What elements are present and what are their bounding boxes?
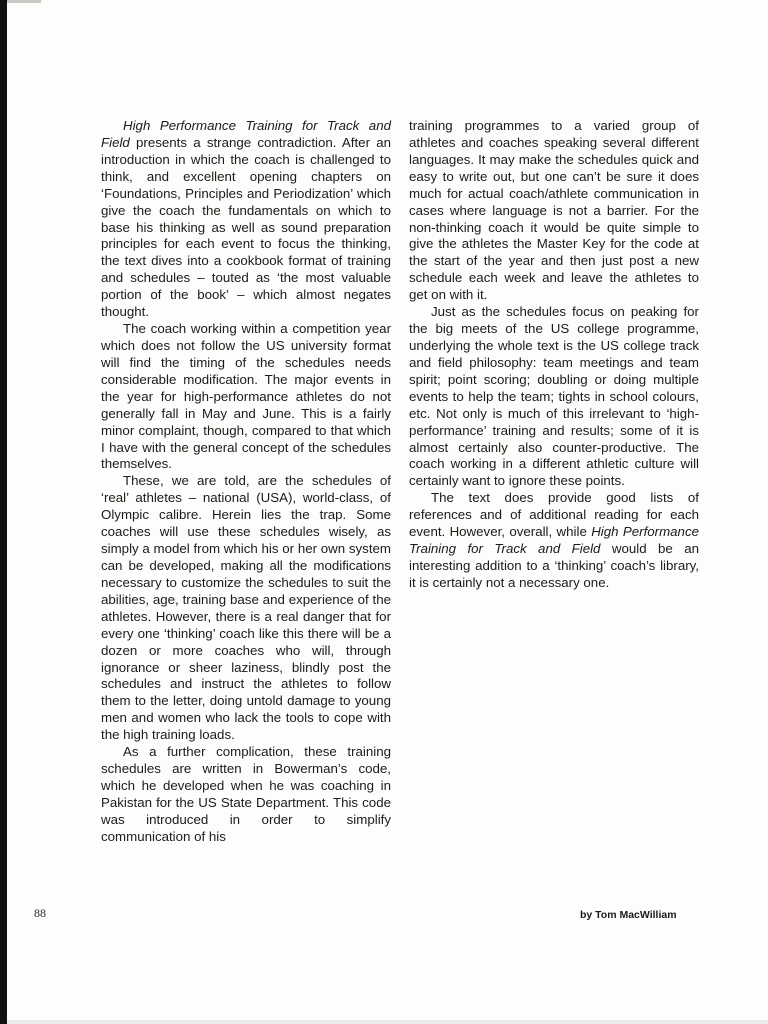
paragraph-4: As a further complication, these training schedules are written in Bowerman’s code, which he developed when he was coaching in Pakistan for the US State Department. This code was introduced in order to simplify communication of his <box>101 744 391 844</box>
paragraph-5: training programmes to a varied group of athletes and coaches speaking several different languages. It may make the schedules quick and easy to write out, but one can’t be sure it does much for actual coach/athlete communication in cases where language is not a barrier. For the non-thinking coach it would be quite simple to give the athletes the Master Key for the code at the start of the year and then just post a new schedule each week and leave the athletes to get on with it. <box>409 118 699 303</box>
paragraph-2: The coach working within a competition year which does not follow the US university format will find the timing of the schedules needs considerable modification. The major events in the year for high-performance athletes do not generally fall in May and June. This is a fairly minor complaint, though, compared to that which I have with the general concept of the schedules themselves. <box>101 321 391 472</box>
article-right-column <box>409 118 699 592</box>
article-left-column <box>101 118 391 846</box>
paragraph-1-text: presents a strange contradiction. After an introduction in which the coach is challenged to think, and excellent opening chapters on ‘Foundations, Principles and Periodization’ which give the coach the fundamentals on which to base his thinking as well as sound preparation principles for each event to focus the thinking, the text dives into a cookbook format of training and schedules – touted as ‘the most valuable portion of the book’ – which almost negates thought. <box>101 134 391 320</box>
paragraph-7-text-before: The text does provide good lists of references and of additional reading for each event. However, overall, while <box>409 490 699 540</box>
paragraph-7 <box>409 490 699 592</box>
book-title: High Performance Training for Track and Field <box>101 118 391 150</box>
page-bottom-edge <box>7 1020 768 1024</box>
paragraph-7-text-after: would be an interesting addition to a ‘thinking’ coach’s library, it is certainly not a necessary one. <box>409 541 700 590</box>
paragraph-3: These, we are told, are the schedules of ‘real’ athletes – national (USA), world-class, of Olympic calibre. Herein lies the trap. Some coaches will use these schedules wisely, as simply a model from which his or her own system can be developed, making all the modifications necessary to customize the schedules to suit the abilities, age, training base and experience of the athletes. However, there is a real danger that for every one ‘thinking’ coach like this there will be a dozen or more coaches who will, through ignorance or sheer laziness, blindly post the schedules and instruct the athletes to follow them to the letter, doing untold damage to young men and women who lack the tools to cope with the high training loads. <box>101 473 391 743</box>
page-spine-shadow <box>0 0 7 1024</box>
page-corner-edge <box>7 0 41 3</box>
author-byline: by Tom MacWilliam <box>580 909 677 921</box>
book-title: High Performance Training for Track and Field <box>409 524 699 557</box>
paragraph-6: Just as the schedules focus on peaking for the big meets of the US college programme, underlying the whole text is the US college track and field philosophy: team meetings and team spirit; point scoring; doubling or doing multiple events to help the team; tights in school colours, etc. Not only is much of this irrelevant to ‘high-performance’ training and results; some of it is almost certainly also counter-productive. The coach working in a different athletic culture will certainly want to ignore these points. <box>409 304 699 489</box>
paragraph-1 <box>101 118 391 321</box>
page-number: 88 <box>34 906 46 920</box>
